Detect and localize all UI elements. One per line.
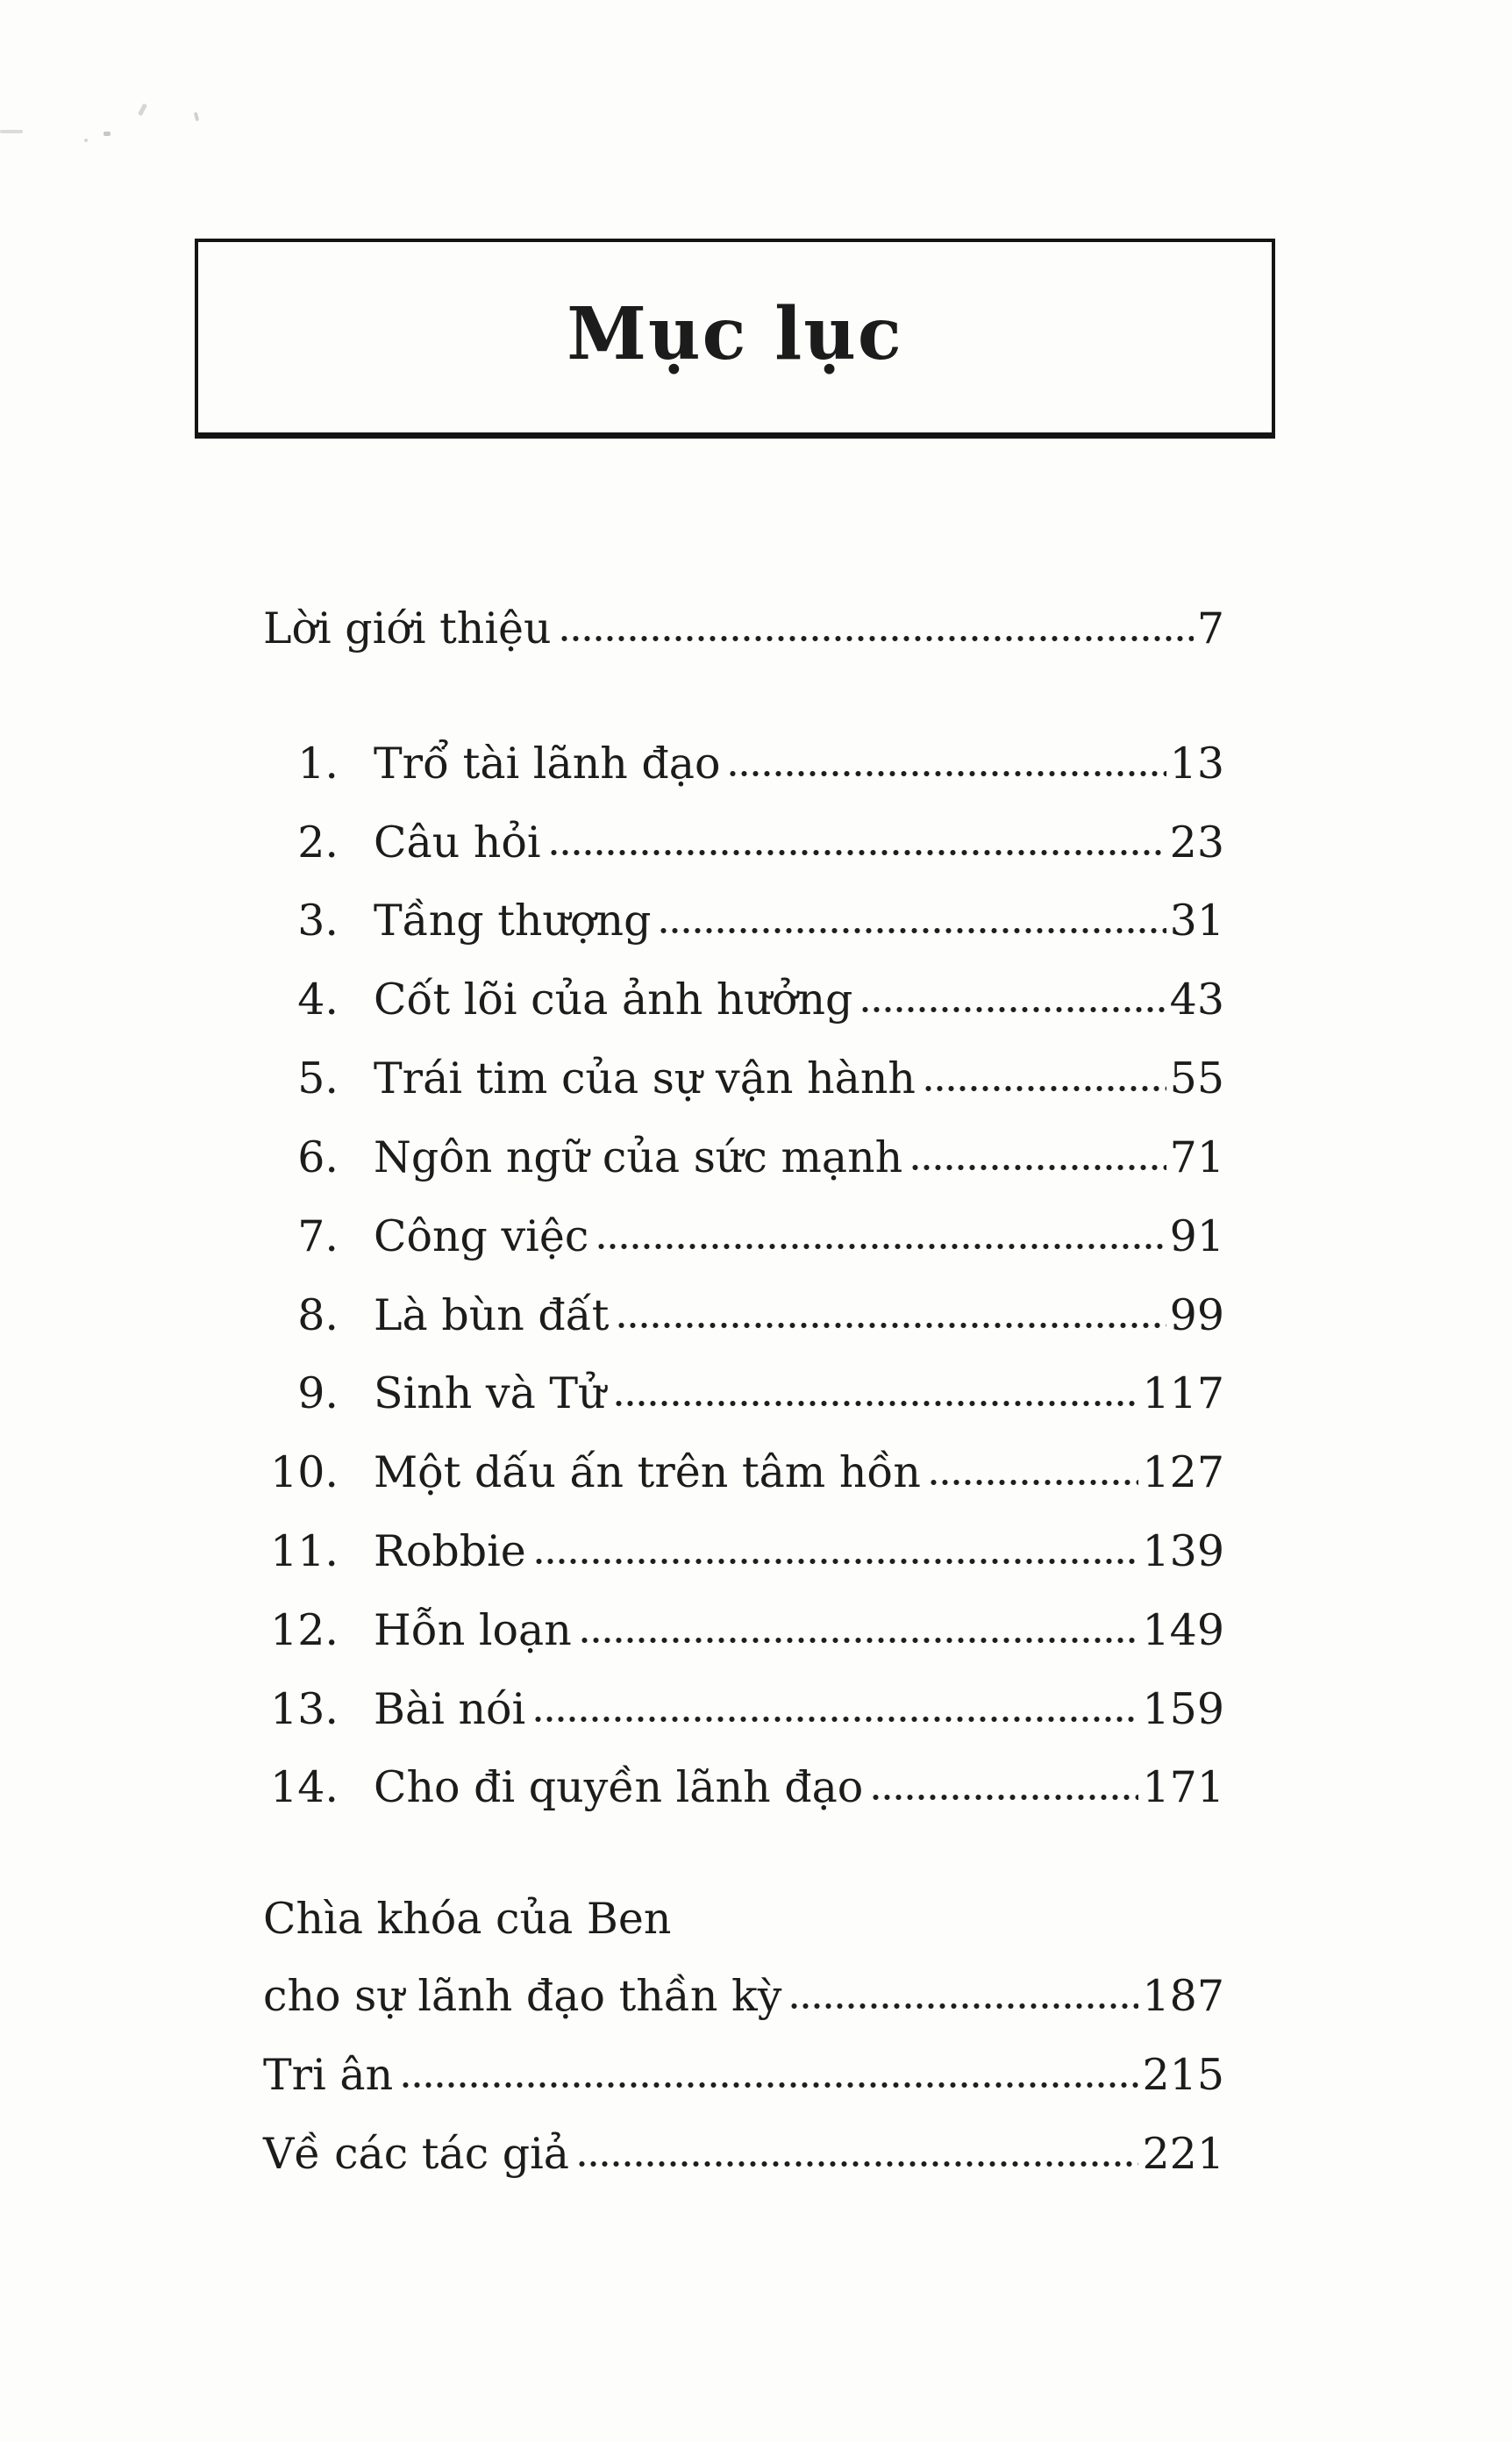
page-number: 187	[1142, 1971, 1224, 2021]
page-number: 13	[1169, 738, 1224, 789]
toc-entry-intro	[263, 603, 1224, 654]
page-number: 7	[1196, 603, 1224, 653]
page-number: 31	[1169, 896, 1224, 946]
toc-entry	[263, 1368, 1224, 1419]
page-number: 127	[1142, 1447, 1224, 1498]
toc-entry	[263, 739, 1224, 789]
dot-leader	[658, 928, 1166, 935]
dot-leader	[548, 850, 1166, 857]
dot-leader	[909, 1165, 1166, 1172]
chapter-number: 14.	[270, 1762, 339, 1813]
chapter-number: 7.	[297, 1210, 339, 1261]
toc-entry	[263, 1447, 1224, 1498]
page-number: 139	[1142, 1525, 1224, 1576]
chapter-title: Ngôn ngữ của sức mạnh	[374, 1132, 903, 1182]
scan-artifact	[194, 112, 199, 122]
page-number: 91	[1169, 1210, 1224, 1261]
dot-leader	[727, 771, 1166, 778]
page-number: 215	[1142, 2049, 1224, 2100]
dot-leader	[928, 1480, 1139, 1487]
chapter-title: Cốt lõi của ảnh hưởng	[374, 975, 853, 1025]
entry-title: Về các tác giả	[263, 2128, 569, 2179]
chapter-number: 4.	[297, 975, 339, 1025]
chapter-title: Tầng thượng	[374, 896, 652, 946]
toc-entry	[263, 1762, 1224, 1813]
page-number: 159	[1142, 1683, 1224, 1734]
chapter-title: Công việc	[374, 1210, 589, 1261]
page-number: 171	[1142, 1762, 1224, 1813]
dot-leader	[616, 1323, 1166, 1330]
page-number: 23	[1169, 817, 1224, 868]
chapter-title: Trái tim của sự vận hành	[374, 1053, 916, 1104]
chapter-number: 10.	[270, 1447, 339, 1498]
toc-entry	[263, 1053, 1224, 1104]
dot-leader	[576, 2161, 1139, 2168]
toc-entry	[263, 896, 1224, 946]
chapter-title: Cho đi quyền lãnh đạo	[374, 1762, 864, 1813]
chapter-title: Một dấu ấn trên tâm hồn	[374, 1447, 921, 1498]
chapter-number: 9.	[297, 1368, 339, 1419]
entry-title: Chìa khóa của Ben	[263, 1894, 672, 1945]
dot-leader	[613, 1401, 1139, 1408]
chapter-number: 12.	[270, 1604, 339, 1655]
chapter-title: Sinh và Tử	[374, 1368, 606, 1419]
chapter-title: Bài nói	[374, 1683, 526, 1734]
dot-leader	[923, 1086, 1166, 1093]
toc-entry	[263, 2050, 1224, 2101]
toc-entry	[263, 1211, 1224, 1262]
toc-entry	[263, 1684, 1224, 1735]
toc-entry	[263, 2129, 1224, 2180]
page-title: Mục lục	[567, 291, 903, 376]
chapter-title: Là bùn đất	[374, 1289, 610, 1340]
dot-leader	[788, 2003, 1138, 2010]
dot-leader	[579, 1638, 1139, 1645]
chapter-number: 6.	[297, 1132, 339, 1182]
chapter-number: 11.	[270, 1525, 339, 1576]
entry-title: Tri ân	[263, 2049, 394, 2100]
table-of-contents	[263, 603, 1224, 2207]
chapter-title: Trổ tài lãnh đạo	[374, 738, 721, 789]
chapter-number: 13.	[270, 1683, 339, 1734]
page-number: 221	[1142, 2128, 1224, 2179]
chapter-title: Hỗn loạn	[374, 1604, 572, 1655]
scan-artifact	[138, 104, 147, 117]
chapter-number: 2.	[297, 817, 339, 868]
entry-title: cho sự lãnh đạo thần kỳ	[263, 1971, 782, 2021]
dot-leader	[533, 1559, 1139, 1566]
toc-entry	[263, 1290, 1224, 1341]
scan-artifact	[0, 130, 23, 133]
back-matter-list	[263, 1894, 1224, 2179]
page-number: 99	[1169, 1289, 1224, 1340]
dot-leader	[859, 1007, 1166, 1014]
toc-entry	[263, 1971, 1224, 2022]
toc-entry	[263, 975, 1224, 1025]
toc-entry	[263, 1132, 1224, 1183]
chapter-list	[263, 739, 1224, 1813]
chapter-number: 5.	[297, 1053, 339, 1104]
chapter-title: Câu hỏi	[374, 817, 541, 868]
toc-entry	[263, 1605, 1224, 1656]
toc-title-box	[195, 239, 1275, 439]
dot-leader	[870, 1795, 1138, 1802]
dot-leader	[596, 1244, 1166, 1251]
dot-leader	[400, 2082, 1138, 2089]
page-number: 71	[1169, 1132, 1224, 1182]
dot-leader	[532, 1717, 1138, 1724]
dot-leader	[559, 636, 1194, 643]
toc-entry	[263, 818, 1224, 868]
entry-title: Lời giới thiệu	[263, 603, 552, 653]
chapter-title: Robbie	[374, 1525, 526, 1576]
page-number: 43	[1169, 975, 1224, 1025]
toc-entry	[263, 1894, 1224, 1945]
page-number: 55	[1169, 1053, 1224, 1104]
page-number: 117	[1142, 1368, 1224, 1419]
chapter-number: 3.	[297, 896, 339, 946]
scan-artifact	[84, 139, 88, 142]
scan-artifact	[103, 132, 111, 136]
chapter-number: 1.	[297, 738, 339, 789]
page-number: 149	[1142, 1604, 1224, 1655]
chapter-number: 8.	[297, 1289, 339, 1340]
toc-entry	[263, 1526, 1224, 1577]
